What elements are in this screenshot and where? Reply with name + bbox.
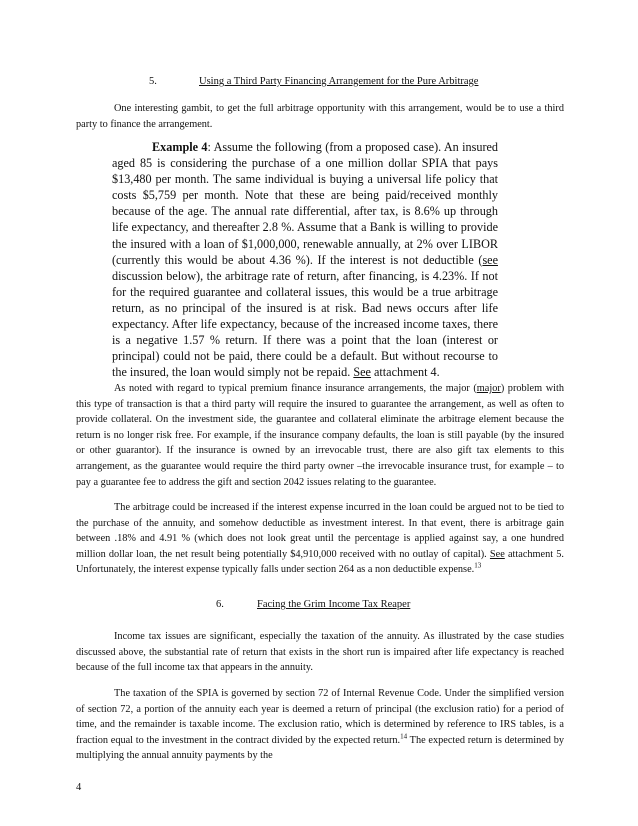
- footnote-13-marker: 13: [474, 561, 482, 570]
- taxation-text-a: The taxation of the SPIA is governed by section 72 of Internal Revenue Code. Under the simplified version of section 72, a portion of the annuity each year is deemed a return of principal (the exclusion ratio) for a period of time, and the remainder is taxable income. The exclusion ratio, which is determined by reference to IRS tables, is a fraction equal to the investment in the contract divided by the expected return.: [76, 688, 564, 746]
- example-4-block: [112, 139, 498, 380]
- intro-text: One interesting gambit, to get the full arbitrage opportunity with this arrangement, would be to use a third party to finance the arrangement.: [76, 103, 564, 130]
- premium-finance-paragraph: [76, 381, 564, 490]
- arbitrage-text-a: The arbitrage could be increased if the interest expense incurred in the loan could be argued not to be tied to the purchase of the annuity, and somehow deductible as investment interest. In that event, there is arbitrage gain between .18% and 4.91 % (which does not look great until the percentage is applied against say, a one hundred million dollar loan, the net result being potentially $4,910,000 received with no outlay of capital).: [76, 502, 564, 560]
- footnote-14-marker: 14: [400, 732, 408, 741]
- arbitrage-text-b: attachment 5. Unfortunately, the interest expense typically falls under section 264 as a non deductible expense.: [76, 548, 564, 576]
- example-label: Example 4: [152, 140, 208, 154]
- noted-text-b: ) problem with this type of transaction is that a third party will require the insured to guarantee the arrangement, as well as often to provide collateral. On the investment side, the guarantee and collateral eliminate the arbitrage element because the return is no longer risk free. For example, if the insurance company defaults, the loan is still payable (by the insured or other guarantor). If the insurance is owned by an irrevocable trust, there are also gift tax elements to this arrangement, as the guarantee would require the third party owner –the irrevocable insurance trust, for example – to pay a guarantee fee to address the gift and section 2042 issues relating to the guarantee.: [76, 383, 565, 488]
- section-number: 6.: [216, 599, 224, 610]
- page-number: 4: [76, 782, 82, 793]
- example-text-mid: discussion below), the arbitrage rate of return, after financing, is 4.23%. If not for the required guarantee and collateral issues, this would be a true arbitrage return, as no principal of the insured is at risk. Bad news occurs after life expectancy. After life expectancy, because of the increased income taxes, there is a negative 1.57 % return. If there was a point that the loan (interest or principal) could not be paid, there could be a default. But without recourse to the insured, the loan would simply not be repaid.: [112, 268, 498, 380]
- taxation-text-b: The expected return is determined by multiplying the annual annuity payments by the: [76, 734, 564, 762]
- noted-major: major: [476, 383, 501, 394]
- arbitrage-paragraph: [76, 500, 564, 578]
- arbitrage-see: See: [489, 548, 505, 560]
- intro-paragraph: [76, 101, 564, 132]
- example-see-link: see: [482, 252, 498, 267]
- noted-text-a: As noted with regard to typical premium finance insurance arrangements, the major (: [114, 383, 477, 394]
- section-title: Using a Third Party Financing Arrangement for the Pure Arbitrage: [199, 76, 479, 87]
- income-tax-text: Income tax issues are significant, especially the taxation of the annuity. As illustrated by the case studies discussed above, the substantial rate of return that exists in the short run is impaired after life expectancy is reached because of the full income tax that appears in the annuity.: [76, 631, 564, 674]
- section-title: Facing the Grim Income Tax Reaper: [257, 599, 411, 610]
- income-tax-paragraph: [76, 629, 564, 676]
- spia-taxation-paragraph: [76, 686, 564, 764]
- example-text-tail: attachment 4.: [370, 365, 440, 380]
- example-see-attachment: See: [353, 365, 371, 380]
- section-number: 5.: [149, 76, 157, 87]
- example-text-lead: : Assume the following (from a proposed case). An insured aged 85 is considering the purchase of a one million dollar SPIA that pays $13,480 per month. The same individual is buying a universal life policy that costs $5,759 per month. Note that these are being paid/received monthly because of the age. The annual rate differential, after tax, is 8.6% up through life expectancy, and thereafter 2.8 %. Assume that a Bank is willing to provide the insured with a loan of $1,000,000, renewable annually, at 2% over LIBOR (currently this would be about 4.36 %). If the interest is not deductible (: [112, 140, 499, 267]
